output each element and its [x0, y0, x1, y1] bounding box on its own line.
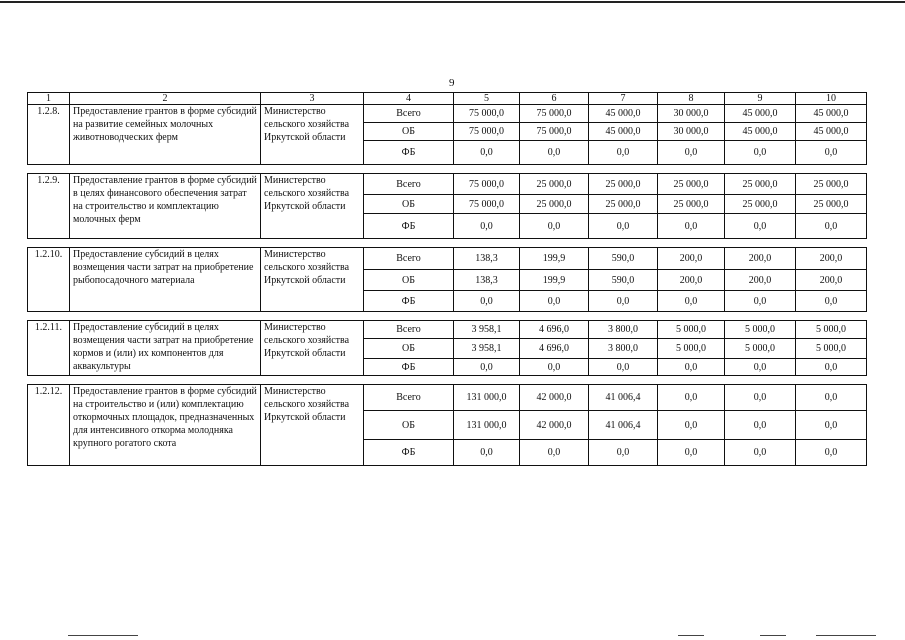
funding-value: 4 696,0 — [520, 321, 589, 339]
funding-value: 0,0 — [658, 359, 725, 376]
funding-value: 0,0 — [520, 141, 589, 165]
funding-value: 200,0 — [658, 270, 725, 291]
funding-value: 0,0 — [796, 385, 867, 411]
group-separator — [28, 376, 867, 385]
funding-value: 0,0 — [725, 214, 796, 239]
separator-cell — [28, 239, 867, 248]
funding-value: 0,0 — [454, 359, 520, 376]
funding-value: 0,0 — [454, 291, 520, 312]
column-number: 8 — [658, 93, 725, 105]
funding-value: 200,0 — [725, 270, 796, 291]
table-row — [28, 321, 867, 339]
funding-value: 200,0 — [796, 270, 867, 291]
funding-value: 199,9 — [520, 248, 589, 270]
separator-cell — [28, 312, 867, 321]
scan-mark — [816, 635, 876, 636]
funding-value: 5 000,0 — [658, 321, 725, 339]
funding-value: 45 000,0 — [796, 123, 867, 141]
funding-value: 0,0 — [725, 141, 796, 165]
funding-value: 0,0 — [796, 411, 867, 440]
funding-value: 0,0 — [796, 359, 867, 376]
measure-name: Предоставление субсидий в целях возмещения части затрат на приобретение рыбопосадочного материала — [70, 248, 261, 312]
funding-value: 0,0 — [658, 214, 725, 239]
funding-value: 0,0 — [658, 291, 725, 312]
funding-value: 0,0 — [589, 359, 658, 376]
measure-name: Предоставление грантов в форме субсидий на развитие семейных молочных животноводческих ферм — [70, 105, 261, 165]
funding-value: 45 000,0 — [725, 105, 796, 123]
measure-number: 1.2.11. — [28, 321, 70, 376]
funding-source: ФБ — [364, 291, 454, 312]
funding-value: 0,0 — [796, 214, 867, 239]
funding-value: 138,3 — [454, 270, 520, 291]
funding-value: 45 000,0 — [589, 123, 658, 141]
funding-source: ОБ — [364, 270, 454, 291]
funding-source: ОБ — [364, 339, 454, 359]
funding-value: 25 000,0 — [658, 195, 725, 214]
funding-value: 3 958,1 — [454, 321, 520, 339]
funding-source: ФБ — [364, 214, 454, 239]
column-number: 6 — [520, 93, 589, 105]
funding-value: 45 000,0 — [796, 105, 867, 123]
column-number: 7 — [589, 93, 658, 105]
funding-value: 42 000,0 — [520, 411, 589, 440]
column-number: 5 — [454, 93, 520, 105]
column-number: 1 — [28, 93, 70, 105]
funding-value: 75 000,0 — [520, 123, 589, 141]
funding-value: 4 696,0 — [520, 339, 589, 359]
funding-value: 75 000,0 — [454, 123, 520, 141]
funding-value: 0,0 — [520, 359, 589, 376]
executor-name: Министерство сельского хозяйства Иркутской области — [261, 248, 364, 312]
funding-source: ФБ — [364, 141, 454, 165]
funding-value: 0,0 — [658, 411, 725, 440]
page-number: 9 — [449, 77, 455, 89]
funding-source: ОБ — [364, 411, 454, 440]
funding-value: 30 000,0 — [658, 123, 725, 141]
funding-source: Всего — [364, 248, 454, 270]
measure-number: 1.2.12. — [28, 385, 70, 466]
funding-source: Всего — [364, 321, 454, 339]
measure-name: Предоставление субсидий в целях возмещения части затрат на приобретение кормов и (или) их компонентов для аквакультуры — [70, 321, 261, 376]
separator-cell — [28, 165, 867, 174]
funding-value: 200,0 — [796, 248, 867, 270]
executor-name: Министерство сельского хозяйства Иркутской области — [261, 105, 364, 165]
table-row — [28, 105, 867, 123]
column-number: 3 — [261, 93, 364, 105]
funding-value: 0,0 — [725, 440, 796, 466]
funding-value: 42 000,0 — [520, 385, 589, 411]
funding-value: 0,0 — [725, 411, 796, 440]
funding-value: 3 800,0 — [589, 339, 658, 359]
table-row — [28, 174, 867, 195]
funding-value: 0,0 — [725, 291, 796, 312]
executor-name: Министерство сельского хозяйства Иркутской области — [261, 321, 364, 376]
funding-value: 0,0 — [796, 440, 867, 466]
funding-source: ОБ — [364, 195, 454, 214]
top-border-line — [0, 1, 905, 3]
funding-value: 0,0 — [658, 385, 725, 411]
funding-value: 45 000,0 — [725, 123, 796, 141]
funding-value: 41 006,4 — [589, 411, 658, 440]
group-separator — [28, 312, 867, 321]
funding-source: ФБ — [364, 440, 454, 466]
column-number: 4 — [364, 93, 454, 105]
group-separator — [28, 239, 867, 248]
funding-value: 0,0 — [520, 291, 589, 312]
funding-value: 3 800,0 — [589, 321, 658, 339]
funding-value: 25 000,0 — [658, 174, 725, 195]
funding-value: 590,0 — [589, 270, 658, 291]
funding-value: 0,0 — [589, 214, 658, 239]
scan-mark — [760, 635, 786, 636]
funding-source: Всего — [364, 174, 454, 195]
funding-value: 5 000,0 — [796, 321, 867, 339]
funding-value: 0,0 — [520, 440, 589, 466]
funding-value: 30 000,0 — [658, 105, 725, 123]
separator-cell — [28, 376, 867, 385]
funding-value: 0,0 — [589, 440, 658, 466]
funding-value: 0,0 — [725, 385, 796, 411]
executor-name: Министерство сельского хозяйства Иркутской области — [261, 385, 364, 466]
funding-value: 0,0 — [796, 291, 867, 312]
funding-value: 131 000,0 — [454, 411, 520, 440]
funding-source: ОБ — [364, 123, 454, 141]
table-row — [28, 248, 867, 270]
measure-number: 1.2.10. — [28, 248, 70, 312]
table-body — [28, 93, 867, 466]
funding-source: ФБ — [364, 359, 454, 376]
funding-value: 590,0 — [589, 248, 658, 270]
measure-name: Предоставление грантов в форме субсидий на строительство и (или) комплектацию откормочных площадок, предназначенных для интенсивного откорма молодняка крупного рогатого скота — [70, 385, 261, 466]
funding-value: 75 000,0 — [520, 105, 589, 123]
funding-value: 0,0 — [520, 214, 589, 239]
funding-value: 75 000,0 — [454, 174, 520, 195]
funding-value: 25 000,0 — [520, 195, 589, 214]
measure-number: 1.2.8. — [28, 105, 70, 165]
scan-mark — [678, 635, 704, 636]
funding-value: 0,0 — [658, 440, 725, 466]
executor-name: Министерство сельского хозяйства Иркутской области — [261, 174, 364, 239]
measure-name: Предоставление грантов в форме субсидий в целях финансового обеспечения затрат на строительство и комплектацию молочных ферм — [70, 174, 261, 239]
column-number-row — [28, 93, 867, 105]
funding-value: 0,0 — [454, 141, 520, 165]
funding-source: Всего — [364, 105, 454, 123]
funding-value: 0,0 — [589, 291, 658, 312]
funding-value: 25 000,0 — [589, 174, 658, 195]
measure-number: 1.2.9. — [28, 174, 70, 239]
funding-value: 41 006,4 — [589, 385, 658, 411]
funding-value: 25 000,0 — [725, 174, 796, 195]
funding-value: 5 000,0 — [796, 339, 867, 359]
funding-value: 75 000,0 — [454, 195, 520, 214]
funding-source: Всего — [364, 385, 454, 411]
funding-value: 200,0 — [658, 248, 725, 270]
funding-value: 25 000,0 — [796, 195, 867, 214]
funding-value: 45 000,0 — [589, 105, 658, 123]
funding-value: 0,0 — [658, 141, 725, 165]
funding-value: 200,0 — [725, 248, 796, 270]
funding-value: 5 000,0 — [658, 339, 725, 359]
funding-value: 0,0 — [725, 359, 796, 376]
funding-value: 0,0 — [454, 214, 520, 239]
funding-value: 75 000,0 — [454, 105, 520, 123]
funding-value: 199,9 — [520, 270, 589, 291]
funding-value: 25 000,0 — [520, 174, 589, 195]
funding-value: 5 000,0 — [725, 321, 796, 339]
funding-value: 131 000,0 — [454, 385, 520, 411]
column-number: 2 — [70, 93, 261, 105]
funding-value: 0,0 — [454, 440, 520, 466]
scan-mark — [68, 635, 138, 636]
funding-value: 0,0 — [589, 141, 658, 165]
column-number: 9 — [725, 93, 796, 105]
group-separator — [28, 165, 867, 174]
funding-value: 25 000,0 — [796, 174, 867, 195]
funding-value: 25 000,0 — [725, 195, 796, 214]
column-number: 10 — [796, 93, 867, 105]
funding-value: 0,0 — [796, 141, 867, 165]
funding-value: 3 958,1 — [454, 339, 520, 359]
funding-value: 25 000,0 — [589, 195, 658, 214]
table-row — [28, 385, 867, 411]
grants-table — [27, 92, 867, 466]
funding-value: 5 000,0 — [725, 339, 796, 359]
funding-value: 138,3 — [454, 248, 520, 270]
